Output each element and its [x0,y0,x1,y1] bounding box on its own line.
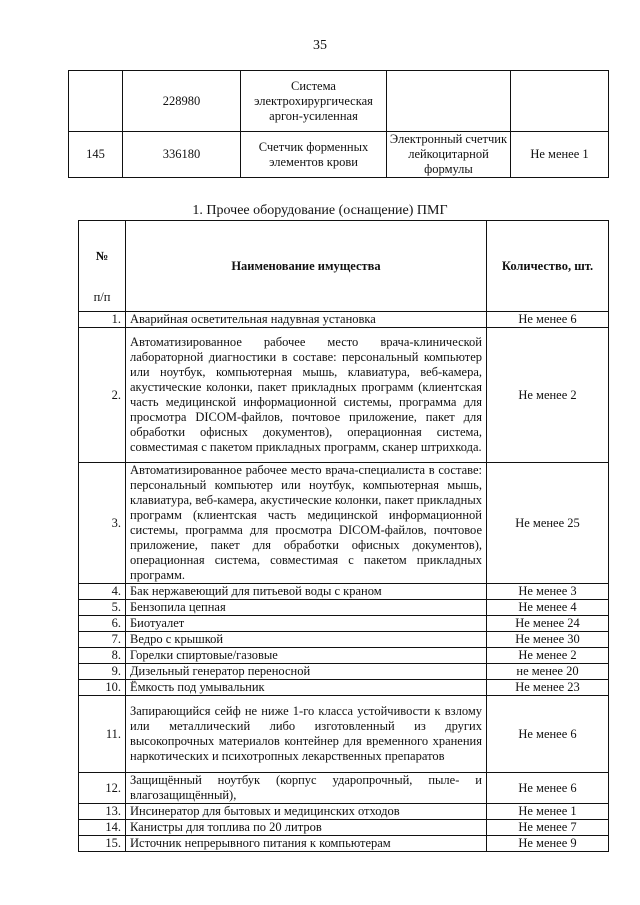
item-name: Система электрохирургическая аргон-усиленная [241,71,387,132]
row-number: 15. [79,836,126,852]
item-quantity: Не менее 1 [511,132,609,178]
row-number: 1. [79,312,126,328]
row-number: 4. [79,584,126,600]
item-name: Бензопила цепная [126,600,487,616]
item-quantity: Не менее 6 [487,696,609,773]
table-row [79,836,609,852]
item-name: Ведро с крышкой [126,632,487,648]
item-name: Дизельный генератор переносной [126,664,487,680]
row-number [69,71,123,132]
item-quantity: Не менее 4 [487,600,609,616]
item-quantity: Не менее 6 [487,773,609,804]
section-title: 1. Прочее оборудование (оснащение) ПМГ [192,203,448,218]
row-number: 5. [79,600,126,616]
item-quantity: Не менее 6 [487,312,609,328]
row-number: 13. [79,804,126,820]
table-row [79,648,609,664]
item-description: Электронный счетчик лейкоцитарной формулы [387,132,511,178]
item-quantity: Не менее 3 [487,584,609,600]
equipment-table-continuation [68,70,609,178]
item-code: 228980 [123,71,241,132]
item-quantity: не менее 20 [487,664,609,680]
table-row [79,680,609,696]
item-name: Канистры для топлива по 20 литров [126,820,487,836]
table-row [79,632,609,648]
row-number: 9. [79,664,126,680]
item-name: Автоматизированное рабочее место врача-специалиста в составе: персональный компьютер или ноутбук, компьютерная мышь, клавиатура, веб-камера, акустические колонки, пакет прикладных программ (клиентская часть медицинской информационной системы, программа для просмотра DICOM-файлов, почтовое приложение, пакет для обработки офисных документов), операционная система, совместимая с пакетом прикладных программ. [126,463,487,584]
header-number-sign: № [95,249,109,263]
table-row [79,312,609,328]
table-row [79,664,609,680]
item-quantity: Не менее 2 [487,328,609,463]
item-quantity: Не менее 30 [487,632,609,648]
row-number: 7. [79,632,126,648]
equipment-table [78,220,609,852]
item-name: Счетчик форменных элементов крови [241,132,387,178]
table-header-row [79,221,609,312]
row-number: 2. [79,328,126,463]
header-name: Наименование имущества [126,221,487,312]
item-quantity: Не менее 9 [487,836,609,852]
table-row [79,696,609,773]
item-name: Инсинератор для бытовых и медицинских отходов [126,804,487,820]
item-quantity: Не менее 7 [487,820,609,836]
item-name: Источник непрерывного питания к компьютерам [126,836,487,852]
header-quantity: Количество, шт. [487,221,609,312]
item-name: Запирающийся сейф не ниже 1-го класса устойчивости к взлому или металлический либо изготовленный из других высокопрочных материалов контейнер для временного хранения наркотических и психотропных лекарственных препаратов [126,696,487,773]
row-number: 11. [79,696,126,773]
item-name: Ёмкость под умывальник [126,680,487,696]
table-row [79,616,609,632]
header-number-abbrev: п/п [93,290,111,304]
page-number: 35 [313,38,327,53]
item-quantity: Не менее 1 [487,804,609,820]
row-number: 6. [79,616,126,632]
table-row [79,328,609,463]
table-row [79,773,609,804]
item-name: Горелки спиртовые/газовые [126,648,487,664]
table-row [69,132,609,178]
row-number: 145 [69,132,123,178]
item-quantity [511,71,609,132]
item-code: 336180 [123,132,241,178]
row-number: 8. [79,648,126,664]
table-row [79,804,609,820]
table-row [79,820,609,836]
item-name: Автоматизированное рабочее место врача-клинической лабораторной диагностики в составе: персональный компьютер или ноутбук, компьютерная мышь, клавиатура, веб-камера, акустические колонки, пакет прикладных программ (клиентская часть медицинской информационной системы, программа для просмотра DICOM-файлов, почтовое приложение, пакет для обработки офисных документов), операционная система, совместимая с пакетом прикладных программ, сканер штрихкода. [126,328,487,463]
row-number: 10. [79,680,126,696]
item-quantity: Не менее 2 [487,648,609,664]
item-quantity: Не менее 25 [487,463,609,584]
row-number: 3. [79,463,126,584]
item-name: Аварийная осветительная надувная установка [126,312,487,328]
item-quantity: Не менее 24 [487,616,609,632]
table-row [69,71,609,132]
table-row [79,584,609,600]
item-name: Биотуалет [126,616,487,632]
item-name: Бак нержавеющий для питьевой воды с краном [126,584,487,600]
header-number [79,221,126,312]
row-number: 12. [79,773,126,804]
table-row [79,463,609,584]
item-description [387,71,511,132]
row-number: 14. [79,820,126,836]
item-quantity: Не менее 23 [487,680,609,696]
table-row [79,600,609,616]
item-name: Защищённый ноутбук (корпус ударопрочный, пыле- и влагозащищённый), [126,773,487,804]
